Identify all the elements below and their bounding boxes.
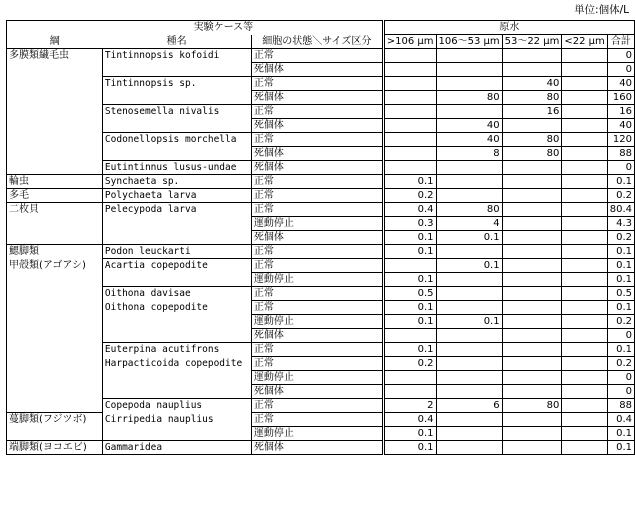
value-lt22 xyxy=(562,329,607,343)
state-cell: 正常 xyxy=(251,287,383,301)
value-gt106: 0.1 xyxy=(383,245,436,259)
class-cell xyxy=(7,273,103,287)
species-cell: Codonellopsis morchella xyxy=(102,133,251,147)
value-total: 0.4 xyxy=(607,413,634,427)
value-lt22 xyxy=(562,63,607,77)
value-106-53 xyxy=(436,413,502,427)
value-106-53: 40 xyxy=(436,119,502,133)
state-cell: 正常 xyxy=(251,259,383,273)
table-row xyxy=(7,91,635,105)
species-cell: Cirripedia nauplius xyxy=(102,413,251,427)
value-53-22 xyxy=(502,259,562,273)
species-cell: Acartia copepodite xyxy=(102,259,251,273)
value-106-53 xyxy=(436,343,502,357)
value-total: 0.2 xyxy=(607,357,634,371)
class-cell xyxy=(7,217,103,231)
value-gt106: 0.1 xyxy=(383,231,436,245)
value-gt106 xyxy=(383,147,436,161)
table-row xyxy=(7,147,635,161)
value-gt106 xyxy=(383,329,436,343)
value-lt22 xyxy=(562,217,607,231)
table-row xyxy=(7,133,635,147)
value-gt106: 0.2 xyxy=(383,189,436,203)
value-total: 0.1 xyxy=(607,175,634,189)
species-cell: Polychaeta larva xyxy=(102,189,251,203)
value-gt106 xyxy=(383,49,436,63)
value-106-53 xyxy=(436,273,502,287)
species-cell: Podon leuckarti xyxy=(102,245,251,259)
table-row xyxy=(7,49,635,63)
table-row xyxy=(7,203,635,217)
value-53-22 xyxy=(502,371,562,385)
value-gt106: 0.1 xyxy=(383,273,436,287)
value-53-22 xyxy=(502,203,562,217)
value-total: 0 xyxy=(607,329,634,343)
species-cell xyxy=(102,371,251,385)
value-106-53: 0.1 xyxy=(436,315,502,329)
class-cell xyxy=(7,147,103,161)
class-cell xyxy=(7,399,103,413)
value-lt22 xyxy=(562,301,607,315)
species-cell xyxy=(102,91,251,105)
value-lt22 xyxy=(562,175,607,189)
class-cell: 二枚貝 xyxy=(7,203,103,217)
value-total: 160 xyxy=(607,91,634,105)
value-lt22 xyxy=(562,189,607,203)
class-cell xyxy=(7,63,103,77)
value-lt22 xyxy=(562,441,607,455)
state-cell: 正常 xyxy=(251,175,383,189)
value-53-22 xyxy=(502,245,562,259)
table-row xyxy=(7,189,635,203)
value-total: 40 xyxy=(607,119,634,133)
class-cell: 鰓脚類 xyxy=(7,245,103,259)
class-cell: 甲殻類(アゴアシ) xyxy=(7,259,103,273)
table-row xyxy=(7,343,635,357)
table-row xyxy=(7,77,635,91)
value-total: 0 xyxy=(607,63,634,77)
species-cell xyxy=(102,147,251,161)
class-cell xyxy=(7,119,103,133)
table-row xyxy=(7,175,635,189)
size-header-106-53: 106～53 μm xyxy=(436,35,502,49)
value-gt106 xyxy=(383,77,436,91)
value-gt106 xyxy=(383,119,436,133)
value-lt22 xyxy=(562,91,607,105)
state-cell: 正常 xyxy=(251,203,383,217)
value-total: 16 xyxy=(607,105,634,119)
value-53-22: 80 xyxy=(502,91,562,105)
species-cell: Stenosemella nivalis xyxy=(102,105,251,119)
class-cell xyxy=(7,133,103,147)
value-total: 0.1 xyxy=(607,245,634,259)
class-cell xyxy=(7,385,103,399)
value-106-53 xyxy=(436,105,502,119)
class-cell xyxy=(7,77,103,91)
state-cell: 正常 xyxy=(251,133,383,147)
class-cell xyxy=(7,427,103,441)
species-cell xyxy=(102,63,251,77)
value-lt22 xyxy=(562,231,607,245)
class-cell: 多膜類繊毛虫 xyxy=(7,49,103,63)
species-cell xyxy=(102,273,251,287)
class-header: 綱 xyxy=(7,35,103,49)
value-lt22 xyxy=(562,245,607,259)
table-row xyxy=(7,371,635,385)
value-gt106: 0.1 xyxy=(383,427,436,441)
value-total: 4.3 xyxy=(607,217,634,231)
value-gt106 xyxy=(383,63,436,77)
value-106-53: 8 xyxy=(436,147,502,161)
species-cell xyxy=(102,315,251,329)
table-row xyxy=(7,315,635,329)
value-gt106 xyxy=(383,371,436,385)
group-header: 実験ケース等 xyxy=(7,21,384,35)
table-row xyxy=(7,329,635,343)
species-cell xyxy=(102,119,251,133)
class-cell xyxy=(7,371,103,385)
value-106-53 xyxy=(436,385,502,399)
value-53-22 xyxy=(502,301,562,315)
class-cell: 輪虫 xyxy=(7,175,103,189)
value-106-53: 80 xyxy=(436,91,502,105)
value-106-53 xyxy=(436,63,502,77)
value-total: 88 xyxy=(607,399,634,413)
value-53-22 xyxy=(502,427,562,441)
value-106-53 xyxy=(436,357,502,371)
size-header-lt22: <22 μm xyxy=(562,35,607,49)
class-cell: 多毛 xyxy=(7,189,103,203)
value-gt106 xyxy=(383,133,436,147)
value-total: 0.1 xyxy=(607,259,634,273)
table-row xyxy=(7,427,635,441)
species-cell: Oithona davisae xyxy=(102,287,251,301)
value-106-53 xyxy=(436,441,502,455)
value-total: 0.1 xyxy=(607,427,634,441)
size-header-53-22: 53～22 μm xyxy=(502,35,562,49)
value-total: 0.5 xyxy=(607,287,634,301)
species-cell: Oithona copepodite xyxy=(102,301,251,315)
unit-label: 単位:個体/L xyxy=(574,4,629,16)
table-row xyxy=(7,357,635,371)
value-106-53 xyxy=(436,49,502,63)
value-lt22 xyxy=(562,77,607,91)
value-gt106: 0.1 xyxy=(383,343,436,357)
state-cell: 運動停止 xyxy=(251,273,383,287)
state-cell: 正常 xyxy=(251,357,383,371)
value-106-53 xyxy=(436,77,502,91)
size-header-gt106: >106 μm xyxy=(383,35,436,49)
class-cell xyxy=(7,343,103,357)
table-row xyxy=(7,301,635,315)
value-lt22 xyxy=(562,147,607,161)
table-row xyxy=(7,245,635,259)
class-cell xyxy=(7,287,103,301)
state-cell: 運動停止 xyxy=(251,315,383,329)
state-cell: 死個体 xyxy=(251,441,383,455)
state-cell: 死個体 xyxy=(251,231,383,245)
table-row xyxy=(7,231,635,245)
value-106-53: 6 xyxy=(436,399,502,413)
class-cell xyxy=(7,315,103,329)
value-gt106: 0.1 xyxy=(383,315,436,329)
value-53-22 xyxy=(502,273,562,287)
value-106-53 xyxy=(436,287,502,301)
table-row xyxy=(7,287,635,301)
value-total: 0 xyxy=(607,49,634,63)
class-cell xyxy=(7,357,103,371)
value-53-22 xyxy=(502,413,562,427)
value-lt22 xyxy=(562,49,607,63)
value-gt106: 0.4 xyxy=(383,203,436,217)
state-cell: 正常 xyxy=(251,399,383,413)
value-gt106: 0.5 xyxy=(383,287,436,301)
species-cell: Synchaeta sp. xyxy=(102,175,251,189)
value-106-53 xyxy=(436,371,502,385)
value-gt106: 0.2 xyxy=(383,357,436,371)
class-cell: 端脚類(ヨコエビ) xyxy=(7,441,103,455)
state-cell: 死個体 xyxy=(251,385,383,399)
species-cell: Euterpina acutifrons xyxy=(102,343,251,357)
value-53-22 xyxy=(502,63,562,77)
table-row xyxy=(7,273,635,287)
value-53-22 xyxy=(502,287,562,301)
value-total: 40 xyxy=(607,77,634,91)
value-gt106: 0.1 xyxy=(383,175,436,189)
class-cell: 蔓脚類(フジツボ) xyxy=(7,413,103,427)
species-header: 種名 xyxy=(102,35,251,49)
species-cell: Tintinnopsis kofoidi xyxy=(102,49,251,63)
value-lt22 xyxy=(562,273,607,287)
value-gt106: 0.1 xyxy=(383,301,436,315)
value-gt106 xyxy=(383,259,436,273)
class-cell xyxy=(7,105,103,119)
value-gt106: 0.3 xyxy=(383,217,436,231)
state-cell: 正常 xyxy=(251,301,383,315)
value-106-53: 0.1 xyxy=(436,231,502,245)
table-row xyxy=(7,63,635,77)
plankton-count-table xyxy=(6,20,635,455)
value-53-22 xyxy=(502,441,562,455)
value-total: 0.1 xyxy=(607,273,634,287)
value-total: 0 xyxy=(607,385,634,399)
value-106-53 xyxy=(436,329,502,343)
value-total: 0 xyxy=(607,161,634,175)
value-53-22 xyxy=(502,119,562,133)
value-106-53 xyxy=(436,245,502,259)
species-cell xyxy=(102,427,251,441)
value-lt22 xyxy=(562,105,607,119)
value-53-22 xyxy=(502,217,562,231)
state-cell: 死個体 xyxy=(251,161,383,175)
value-gt106: 0.1 xyxy=(383,441,436,455)
class-cell xyxy=(7,329,103,343)
state-cell: 死個体 xyxy=(251,91,383,105)
value-106-53: 0.1 xyxy=(436,259,502,273)
class-cell xyxy=(7,161,103,175)
value-106-53 xyxy=(436,427,502,441)
value-lt22 xyxy=(562,315,607,329)
table-row xyxy=(7,259,635,273)
value-total: 0.2 xyxy=(607,315,634,329)
value-lt22 xyxy=(562,287,607,301)
species-cell: Harpacticoida copepodite xyxy=(102,357,251,371)
state-cell: 死個体 xyxy=(251,329,383,343)
value-lt22 xyxy=(562,399,607,413)
state-cell: 運動停止 xyxy=(251,371,383,385)
value-total: 0.1 xyxy=(607,441,634,455)
value-106-53 xyxy=(436,175,502,189)
species-cell: Eutintinnus lusus-undae xyxy=(102,161,251,175)
table-row xyxy=(7,441,635,455)
value-53-22: 80 xyxy=(502,133,562,147)
value-total: 0.1 xyxy=(607,301,634,315)
state-cell: 正常 xyxy=(251,77,383,91)
table-row xyxy=(7,105,635,119)
value-gt106 xyxy=(383,385,436,399)
value-total: 80.4 xyxy=(607,203,634,217)
table-row xyxy=(7,161,635,175)
state-cell: 死個体 xyxy=(251,119,383,133)
value-106-53 xyxy=(436,301,502,315)
species-cell: Tintinnopsis sp. xyxy=(102,77,251,91)
state-header: 細胞の状態＼サイズ区分 xyxy=(251,35,383,49)
value-106-53 xyxy=(436,189,502,203)
value-gt106 xyxy=(383,105,436,119)
species-cell: Pelecypoda larva xyxy=(102,203,251,217)
value-lt22 xyxy=(562,385,607,399)
state-cell: 死個体 xyxy=(251,63,383,77)
value-lt22 xyxy=(562,427,607,441)
value-106-53: 4 xyxy=(436,217,502,231)
state-cell: 正常 xyxy=(251,49,383,63)
species-cell xyxy=(102,217,251,231)
value-106-53 xyxy=(436,161,502,175)
value-lt22 xyxy=(562,343,607,357)
value-lt22 xyxy=(562,357,607,371)
species-cell xyxy=(102,329,251,343)
value-gt106: 0.4 xyxy=(383,413,436,427)
table-row xyxy=(7,399,635,413)
value-total: 120 xyxy=(607,133,634,147)
table-row xyxy=(7,119,635,133)
state-cell: 正常 xyxy=(251,413,383,427)
state-cell: 死個体 xyxy=(251,147,383,161)
value-lt22 xyxy=(562,413,607,427)
value-total: 0.2 xyxy=(607,231,634,245)
value-gt106 xyxy=(383,161,436,175)
value-53-22 xyxy=(502,385,562,399)
value-53-22 xyxy=(502,175,562,189)
species-cell: Copepoda nauplius xyxy=(102,399,251,413)
table-row xyxy=(7,385,635,399)
state-cell: 正常 xyxy=(251,189,383,203)
state-cell: 正常 xyxy=(251,105,383,119)
class-cell xyxy=(7,301,103,315)
state-cell: 正常 xyxy=(251,343,383,357)
value-lt22 xyxy=(562,259,607,273)
value-gt106: 2 xyxy=(383,399,436,413)
value-53-22: 40 xyxy=(502,77,562,91)
table-row xyxy=(7,217,635,231)
state-cell: 運動停止 xyxy=(251,427,383,441)
value-gt106 xyxy=(383,91,436,105)
class-cell xyxy=(7,231,103,245)
value-53-22 xyxy=(502,231,562,245)
value-53-22 xyxy=(502,189,562,203)
value-total: 0.2 xyxy=(607,189,634,203)
value-53-22 xyxy=(502,315,562,329)
state-cell: 運動停止 xyxy=(251,217,383,231)
source-header: 原水 xyxy=(383,21,634,35)
species-cell xyxy=(102,385,251,399)
species-cell: Gammaridea xyxy=(102,441,251,455)
value-53-22: 80 xyxy=(502,399,562,413)
size-header-total: 合計 xyxy=(607,35,634,49)
class-cell xyxy=(7,91,103,105)
value-53-22 xyxy=(502,329,562,343)
value-total: 0 xyxy=(607,371,634,385)
value-53-22 xyxy=(502,49,562,63)
table-body xyxy=(7,49,635,455)
value-106-53: 40 xyxy=(436,133,502,147)
value-106-53: 80 xyxy=(436,203,502,217)
value-53-22 xyxy=(502,343,562,357)
species-cell xyxy=(102,231,251,245)
state-cell: 正常 xyxy=(251,245,383,259)
value-53-22: 16 xyxy=(502,105,562,119)
value-total: 88 xyxy=(607,147,634,161)
value-53-22: 80 xyxy=(502,147,562,161)
value-lt22 xyxy=(562,133,607,147)
value-lt22 xyxy=(562,203,607,217)
table-row xyxy=(7,413,635,427)
value-53-22 xyxy=(502,161,562,175)
value-53-22 xyxy=(502,357,562,371)
value-lt22 xyxy=(562,371,607,385)
value-lt22 xyxy=(562,119,607,133)
value-total: 0.1 xyxy=(607,343,634,357)
value-lt22 xyxy=(562,161,607,175)
